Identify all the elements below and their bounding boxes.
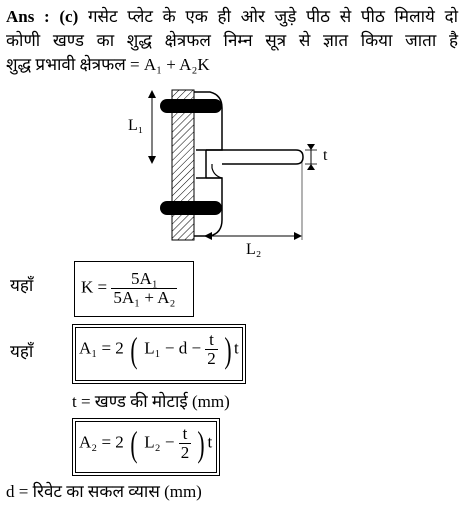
a1-suffix: t bbox=[234, 338, 239, 358]
a1-frac-num: t bbox=[205, 331, 218, 350]
intro-line-3: शुद्ध प्रभावी क्षेत्रफल = A₁ + A₂K bbox=[6, 55, 210, 74]
a2-inner: L₂ − bbox=[144, 432, 175, 452]
a2-fraction bbox=[179, 425, 192, 462]
intro-line-2: कोणी खण्ड का शुद्ध क्षेत्रफल निम्न सूत्र से ज्ञात किया जाता है bbox=[6, 31, 458, 50]
k-numerator: 5A₁ bbox=[111, 270, 177, 289]
a1-fraction bbox=[205, 331, 218, 368]
answer-prefix: Ans : (c) bbox=[6, 7, 79, 26]
k-fraction bbox=[111, 270, 177, 307]
a2-frac-num: t bbox=[179, 425, 192, 444]
a2-suffix: t bbox=[207, 432, 213, 452]
a1-inner: L₁ − d − bbox=[144, 338, 202, 358]
k-lhs: K = bbox=[81, 277, 108, 297]
a2-frac-den: 2 bbox=[180, 443, 190, 462]
k-denominator: 5A₁ + A₂ bbox=[113, 288, 176, 307]
k-prefix: यहाँ bbox=[10, 276, 34, 295]
angle-horizontal-leg bbox=[206, 150, 303, 164]
t-label: t bbox=[323, 147, 328, 164]
l1-label: L₁ bbox=[128, 117, 144, 134]
l2-label: L₂ bbox=[246, 241, 262, 258]
a2-lhs: A₂ = 2 bbox=[79, 432, 124, 452]
a1-prefix: यहाँ bbox=[10, 342, 34, 361]
a1-formula: A₁ = 2 ( L₁ − d − $\frac{t}{2}$ ) t bbox=[79, 329, 239, 370]
a1-formula-box bbox=[72, 324, 246, 384]
a1-frac-den: 2 bbox=[207, 349, 216, 368]
rivet-bottom bbox=[160, 201, 222, 215]
a2-formula: A₂ = 2 ( L₂ − $\frac{t}{2}$ ) t bbox=[79, 423, 213, 464]
t-definition: t = खण्ड की मोटाई (mm) bbox=[72, 392, 230, 411]
k-formula-box bbox=[74, 261, 194, 317]
intro-line-1-text: गसेट प्लेट के एक ही ओर जुड़े पीठ से पीठ मिलाये दो bbox=[87, 7, 458, 26]
rivet-top bbox=[160, 99, 222, 113]
d-definition: d = रिवेट का सकल व्यास (mm) bbox=[6, 482, 202, 501]
k-formula bbox=[81, 270, 177, 307]
a1-lhs: A₁ = 2 bbox=[79, 338, 124, 358]
a2-formula-box bbox=[72, 418, 220, 476]
